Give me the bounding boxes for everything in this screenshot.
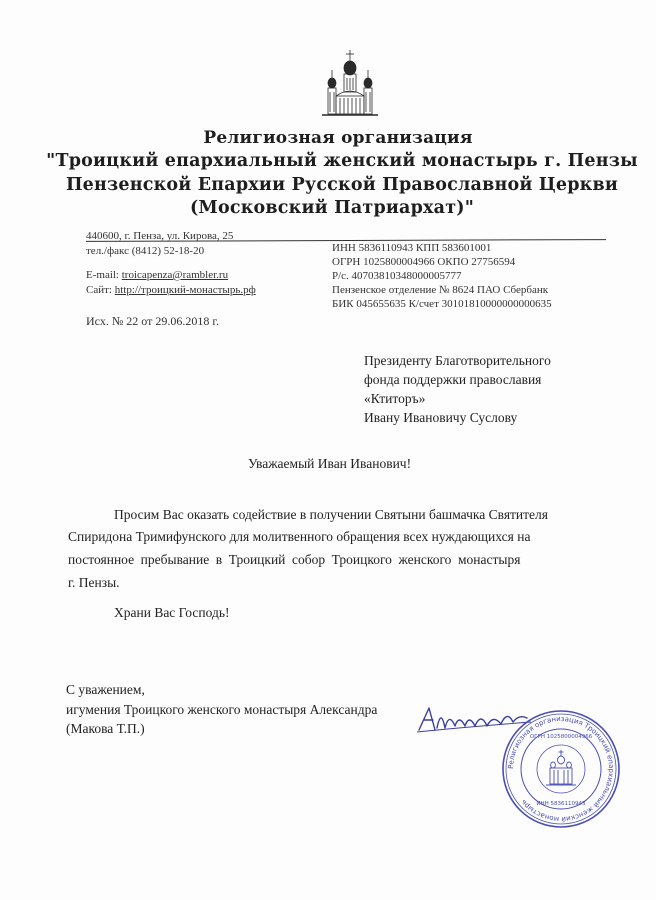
address: 440600, г. Пенза, ул. Кирова, 25 [86,230,234,242]
closing-regards: С уважением, [66,682,145,697]
body-line-3: постоянное пребывание в Троицкий собор Троицкого женского монастыря [68,552,521,567]
email-row [86,268,228,283]
seal-inn: ИНН 5836110943 [536,801,586,807]
org-name-line-2: Пензенской Епархии Русской Православной Церкви [65,175,619,195]
addressee-line-1: Президенту Благотворительного [364,353,551,368]
ogrn-okpo: ОГРН 1025800004966 ОКПО 27756594 [332,256,516,268]
site-link[interactable]: http://троицкий-монастырь.рф [114,284,256,296]
site-row [86,283,256,298]
email-link[interactable]: troicapenza@rambler.ru [121,269,229,281]
bik: БИК 045655635 К/счет 30101810000000000635 [332,298,552,310]
bank-name: Пензенское отделение № 8624 ПАО Сбербанк [332,284,549,296]
addressee-line-3: «Ктиторъ» [364,391,426,406]
blessing: Храни Вас Господь! [114,605,230,620]
org-name-line-1: "Троицкий епархиальный женский монастырь г. Пензы [46,151,638,171]
phone: тел./факс (8412) 52-18-20 [86,245,205,257]
seal-ogrn: ОГРН 1025800004966 [529,734,593,740]
organization-seal [500,708,622,830]
church-logo-icon [310,48,390,128]
body-line-4: г. Пензы. [68,575,120,590]
bank-account: Р/с. 40703810348000005777 [332,270,462,282]
addressee-line-4: Ивану Ивановичу Суслову [364,410,518,425]
greeting: Уважаемый Иван Иванович! [248,456,412,471]
seal-ring-text: Религиозная организация Троицкий епархиальный женский монастырь [506,714,616,824]
outgoing-number: Исх. № 22 от 29.06.2018 г. [86,314,219,328]
site-label: Сайт: [86,284,115,296]
body-line-1: Просим Вас оказать содействие в получении Святыни башмачка Святителя [114,507,548,522]
body-line-2: Спиридона Тримифунского для молитвенного обращения всех нуждающихся на [68,529,531,544]
seal-church-icon [546,750,576,785]
signer-name: (Макова Т.П.) [66,721,145,736]
org-type-heading: Религиозная организация [203,128,473,148]
addressee-line-2: фонда поддержки православия [364,372,542,387]
org-name-line-3: (Московский Патриархат)" [189,198,475,218]
email-label: E-mail: [86,269,122,281]
signer-position: игумения Троицкого женского монастыря Александра [66,702,378,717]
inn-kpp: ИНН 5836110943 КПП 583601001 [332,242,492,254]
